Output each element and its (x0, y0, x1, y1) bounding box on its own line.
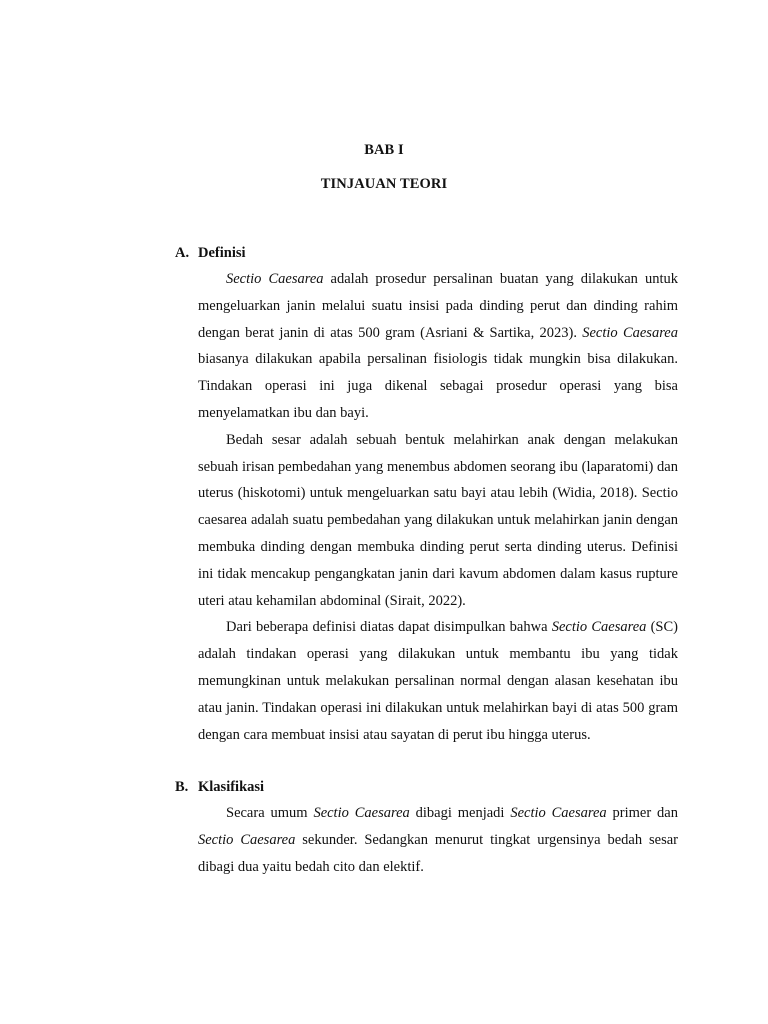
emphasis-term: Sectio Caesarea (313, 805, 410, 821)
section-title: Definisi (198, 245, 246, 261)
paragraph-text: primer dan (606, 805, 678, 821)
section-heading-definisi (175, 245, 246, 262)
paragraph-text: Bedah sesar adalah sebuah bentuk melahirkan anak dengan melakukan sebuah irisan pembedahan yang menembus abdomen seorang ibu (laparatomi) dan uterus (hiskotomi) untuk mengeluarkan satu bayi atau lebih (Widia, 2018). Sectio caesarea adalah suatu pembedahan yang dilakukan untuk melahirkan janin dengan membuka dinding dengan membuka dinding perut serta dinding uterus. Definisi ini tidak mencakup pengangkatan janin dari kavum abdomen dalam kasus rupture uteri atau kehamilan abdominal (Sirait, 2022). (198, 431, 678, 609)
emphasis-term: Sectio Caesarea (510, 805, 607, 821)
emphasis-term: Sectio Caesarea (551, 619, 647, 636)
paragraph-text: adalah prosedur persalinan buatan yang dilakukan untuk mengeluarkan janin melalui suatu insisi pada dinding perut dan dinding rahim dengan berat janin di atas 500 gram (Asriani & Sartika, 2023). (198, 271, 678, 341)
paragraph (198, 266, 678, 427)
section-letter: B. (175, 779, 189, 795)
emphasis-term: Sectio Caesarea (582, 324, 678, 341)
section-body-definisi (198, 266, 678, 748)
section-letter: A. (175, 245, 190, 261)
paragraph-text: Dari beberapa definisi diatas dapat disimpulkan bahwa (226, 619, 552, 636)
section-title: Klasifikasi (198, 779, 265, 795)
paragraph (198, 614, 678, 748)
paragraph (198, 800, 678, 880)
emphasis-term: Sectio Caesarea (226, 271, 324, 287)
section-body-klasifikasi (198, 800, 678, 880)
paragraph-text: (SC) adalah tindakan operasi yang dilakukan untuk membantu ibu yang tidak memungkinan untuk melakukan persalinan normal dengan alasan kesehatan ibu atau janin. Tindakan operasi ini dilakukan untuk melahirkan bayi di atas 500 gram dengan cara membuat insisi atau sayatan di perut ibu hingga uterus. (198, 619, 678, 743)
paragraph-text: biasanya dilakukan apabila persalinan fisiologis tidak mungkin bisa dilakukan. Tindakan operasi ini juga dikenal sebagai prosedur operasi yang bisa menyelamatkan ibu dan bayi. (198, 351, 678, 421)
paragraph-text: Secara umum (226, 805, 314, 821)
paragraph-text: dibagi menjadi (409, 805, 511, 821)
chapter-number: BAB I (364, 142, 404, 158)
paragraph (198, 427, 678, 615)
paragraph-text: sekunder. Sedangkan menurut tingkat urgensinya bedah sesar dibagi dua yaitu bedah cito dan elektif. (198, 831, 678, 875)
emphasis-term: Sectio Caesarea (198, 831, 296, 848)
chapter-title: TINJAUAN TEORI (320, 176, 448, 192)
section-heading-klasifikasi (175, 779, 264, 796)
